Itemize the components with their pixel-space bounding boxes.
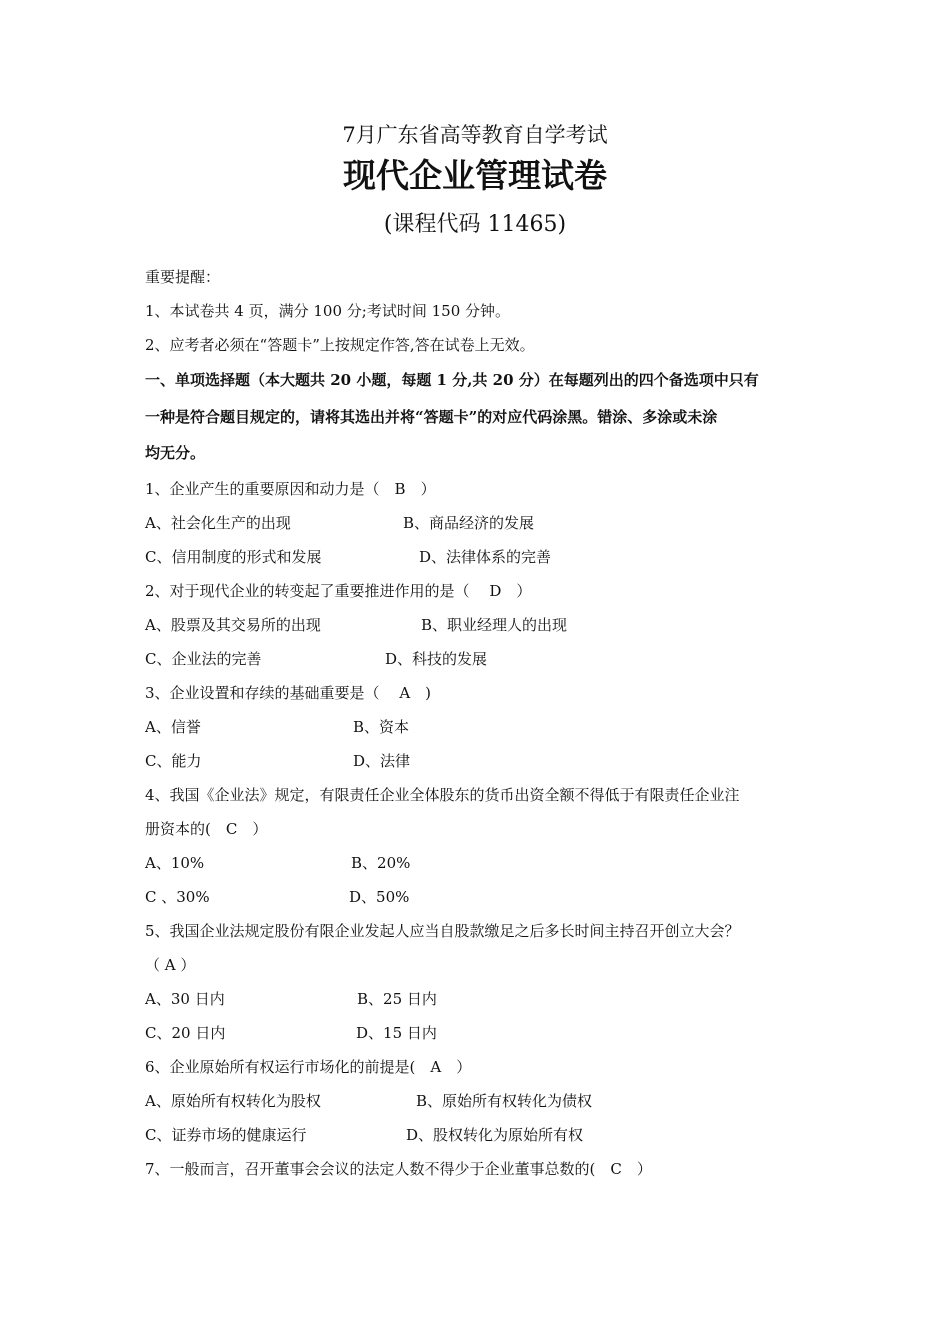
- question-6-stem: 6、企业原始所有权运行市场化的前提是( A ）: [145, 1057, 472, 1076]
- option-d: D、科技的发展: [385, 649, 488, 668]
- question-2-stem: 2、对于现代企业的转变起了重要推进作用的是（ D ）: [145, 581, 532, 600]
- option-d: D、股权转化为原始所有权: [406, 1125, 584, 1144]
- question-4-options-row-2: [145, 880, 815, 914]
- question-6-options-row-2: [145, 1118, 815, 1152]
- option-b: B、20%: [351, 853, 411, 872]
- option-d: D、15 日内: [356, 1023, 437, 1042]
- question-5-options-row-2: [145, 1016, 815, 1050]
- option-b: B、25 日内: [357, 989, 437, 1008]
- notice-item-2: 2、应考者必须在“答题卡”上按规定作答,答在试卷上无效。: [145, 336, 535, 354]
- option-a: A、30 日内: [145, 989, 225, 1008]
- option-c: C、企业法的完善: [145, 649, 262, 668]
- section1-instruction-line2: 一种是符合题目规定的，请将其选出并将“答题卡”的对应代码涂黑。错涂、多涂或未涂: [145, 407, 718, 426]
- section1-instruction-line3: 均无分。: [145, 444, 206, 462]
- exam-body: [145, 260, 815, 1186]
- option-c: C、20 日内: [145, 1023, 226, 1042]
- option-c: C、能力: [145, 751, 202, 770]
- section1-instruction-line1: 一、单项选择题（本大题共 20 小题，每题 1 分,共 20 分）在每题列出的四个备选项中只有: [145, 371, 759, 389]
- notice-item-1: 1、本试卷共 4 页，满分 100 分;考试时间 150 分钟。: [145, 302, 511, 320]
- option-d: D、50%: [349, 887, 410, 906]
- question-5-stem-line1: 5、我国企业法规定股份有限企业发起人应当自股款缴足之后多长时间主持召开创立大会？: [145, 921, 740, 940]
- option-a: A、10%: [145, 853, 205, 872]
- question-3-options-row-1: [145, 710, 815, 744]
- notice-heading: 重要提醒：: [145, 268, 221, 286]
- option-b: B、原始所有权转化为债权: [416, 1091, 593, 1110]
- option-a: A、原始所有权转化为股权: [145, 1091, 321, 1110]
- question-5-stem-line2: （ A ）: [145, 955, 196, 974]
- question-1-options-row-2: [145, 540, 815, 574]
- question-4-stem-line2: 册资本的( C ）: [145, 819, 268, 838]
- option-b: B、职业经理人的出现: [421, 615, 568, 634]
- exam-session-heading: 7月广东省高等教育自学考试: [342, 123, 608, 147]
- question-4-stem-line1: 4、我国《企业法》规定，有限责任企业全体股东的货币出资全额不得低于有限责任企业注: [145, 785, 740, 804]
- exam-title: 现代企业管理试卷: [343, 156, 607, 195]
- course-code: (课程代码 11465): [383, 212, 567, 237]
- question-1-options-row-1: [145, 506, 815, 540]
- option-b: B、资本: [353, 717, 410, 736]
- question-2-options-row-1: [145, 608, 815, 642]
- option-a: A、股票及其交易所的出现: [145, 615, 321, 634]
- question-3-stem: 3、企业设置和存续的基础重要是（ A ): [145, 683, 431, 702]
- question-6-options-row-1: [145, 1084, 815, 1118]
- question-3-options-row-2: [145, 744, 815, 778]
- question-7-stem: 7、一般而言，召开董事会会议的法定人数不得少于企业董事总数的( C ）: [145, 1159, 652, 1178]
- option-c: C、信用制度的形式和发展: [145, 547, 322, 566]
- option-b: B、商品经济的发展: [403, 513, 535, 532]
- option-d: D、法律: [353, 751, 411, 770]
- option-c: C、证券市场的健康运行: [145, 1125, 307, 1144]
- option-a: A、信誉: [145, 717, 201, 736]
- option-c: C 、30%: [145, 887, 210, 906]
- option-d: D、法律体系的完善: [419, 547, 552, 566]
- question-5-options-row-1: [145, 982, 815, 1016]
- question-4-options-row-1: [145, 846, 815, 880]
- question-2-options-row-2: [145, 642, 815, 676]
- question-1-stem: 1、企业产生的重要原因和动力是（ B ）: [145, 479, 436, 498]
- option-a: A、社会化生产的出现: [145, 513, 291, 532]
